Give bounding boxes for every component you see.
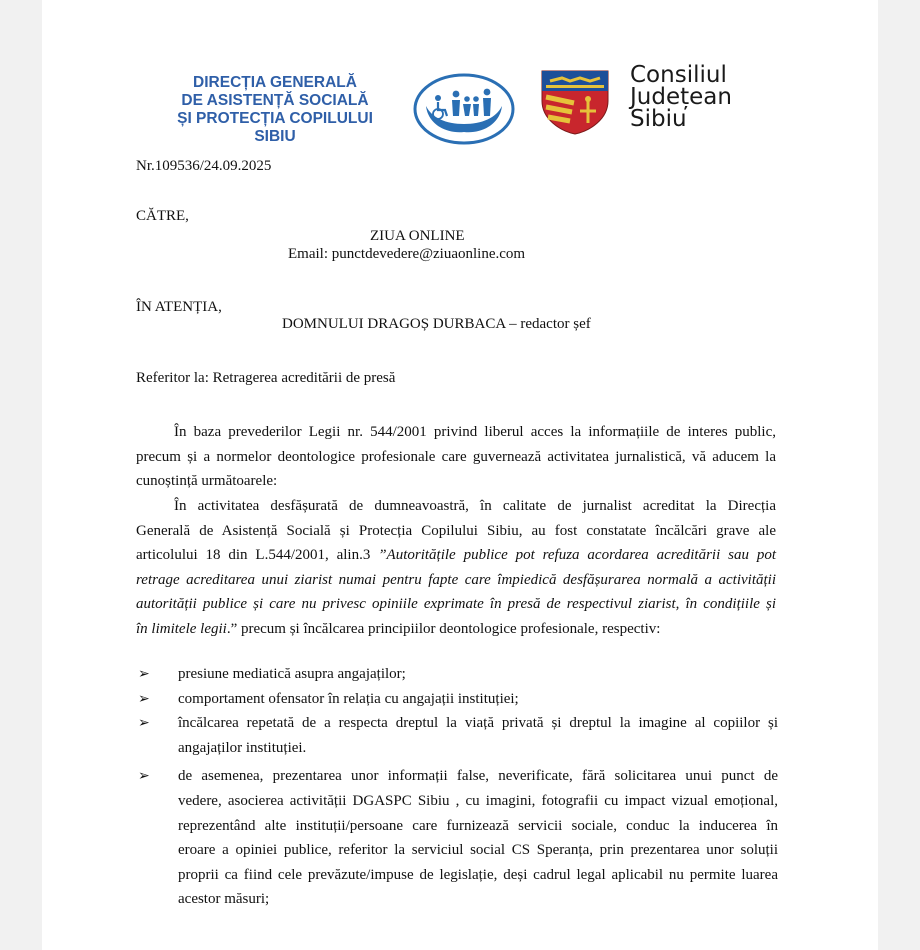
document-page xyxy=(42,0,878,950)
list-item: ➢ de asemenea, prezentarea unor informații false, neverificate, fără solicitarea unui punct de vedere, asocierea activității DGASPC Sibiu , cu imagini, fotografii cu impact vizual emoțional, reprezentând alte instituții/persoane care furnizează servicii sociale, conduc la inducerea în eroare a opiniei publice, referitor la serviciul social CS Speranța, prin prezentarea unor soluții proprii ca fiind cele prevăzute/impuse de legislație, deși cadrul legal aplicabil nu permite luarea acestor măsuri; xyxy=(138,764,778,912)
paragraph-findings xyxy=(136,494,776,642)
attention-person: DOMNULUI DRAGOȘ DURBACA – redactor șef xyxy=(282,316,591,332)
council-line: Consiliul xyxy=(630,62,727,88)
county-council-name xyxy=(630,64,790,130)
dgaspc-logo-icon xyxy=(412,72,516,146)
paragraph-line: În activitatea desfășurată de dumneavoastră, în calitate de jurnalist acreditat la Direcția xyxy=(174,498,776,514)
recipient-name: ZIUA ONLINE xyxy=(370,228,465,244)
attention-label: ÎN ATENȚIA, xyxy=(136,299,222,315)
institution-line: SIBIU xyxy=(254,128,296,145)
paragraph-legal-basis xyxy=(136,420,776,494)
paragraph-line: articolului 18 din L.544/2001, alin.3 ”Autoritățile publice pot refuza acordarea acreditării sau pot xyxy=(136,547,776,564)
to-label: CĂTRE, xyxy=(136,208,189,224)
list-item: ➢ comportament ofensator în relația cu angajații instituției; xyxy=(138,687,778,712)
paragraph-line: cunoștință următoarele: xyxy=(136,473,278,490)
document-number: Nr.109536/24.09.2025 xyxy=(136,158,272,174)
arrow-bullet-icon: ➢ xyxy=(138,666,150,682)
subject-line: Referitor la: Retragerea acreditării de presă xyxy=(136,370,396,386)
violations-list xyxy=(138,662,778,912)
list-item: ➢ încălcarea repetată de a respecta dreptul la viață privată și dreptul la imagine al copiilor și angajaților instituției. xyxy=(138,711,778,760)
paragraph-line: retrage acreditarea unui ziarist numai pentru fapte care împiedică desfășurarea normală a activității xyxy=(136,571,776,588)
paragraph-line: precum și a normelor deontologice profesionale care guvernează activitatea jurnalistică, vă aducem la xyxy=(136,448,776,465)
council-line: Sibiu xyxy=(630,106,687,132)
institution-line: DIRECȚIA GENERALĂ xyxy=(193,74,357,91)
institution-name xyxy=(160,74,390,146)
paragraph-line: autorității publice și care nu privesc opiniile exprimate în presă de respectivul ziarist, în condițiile și xyxy=(136,596,776,613)
council-line: Județean xyxy=(630,84,732,110)
county-crest-icon xyxy=(540,69,610,135)
arrow-bullet-icon: ➢ xyxy=(138,768,150,785)
institution-line: DE ASISTENȚĂ SOCIALĂ xyxy=(181,92,369,109)
paragraph-line: În baza prevederilor Legii nr. 544/2001 privind liberul acces la informațiile de interes public, xyxy=(174,424,776,440)
paragraph-line: în limitele legii.” precum și încălcarea principiilor deontologice profesionale, respectiv: xyxy=(136,620,661,637)
recipient-email: Email: punctdevedere@ziuaonline.com xyxy=(288,246,526,262)
list-item: ➢ presiune mediatică asupra angajaților; xyxy=(138,662,778,687)
arrow-bullet-icon: ➢ xyxy=(138,690,150,707)
institution-line: ȘI PROTECȚIA COPILULUI xyxy=(177,110,373,127)
law-quote: ”Autoritățile publice pot refuza acordarea acreditării sau pot xyxy=(378,547,776,564)
paragraph-line: Generală de Asistență Socială și Protecția Copilului Sibiu, au fost constatate încălcări grave ale xyxy=(136,522,776,539)
arrow-bullet-icon: ➢ xyxy=(138,715,150,732)
